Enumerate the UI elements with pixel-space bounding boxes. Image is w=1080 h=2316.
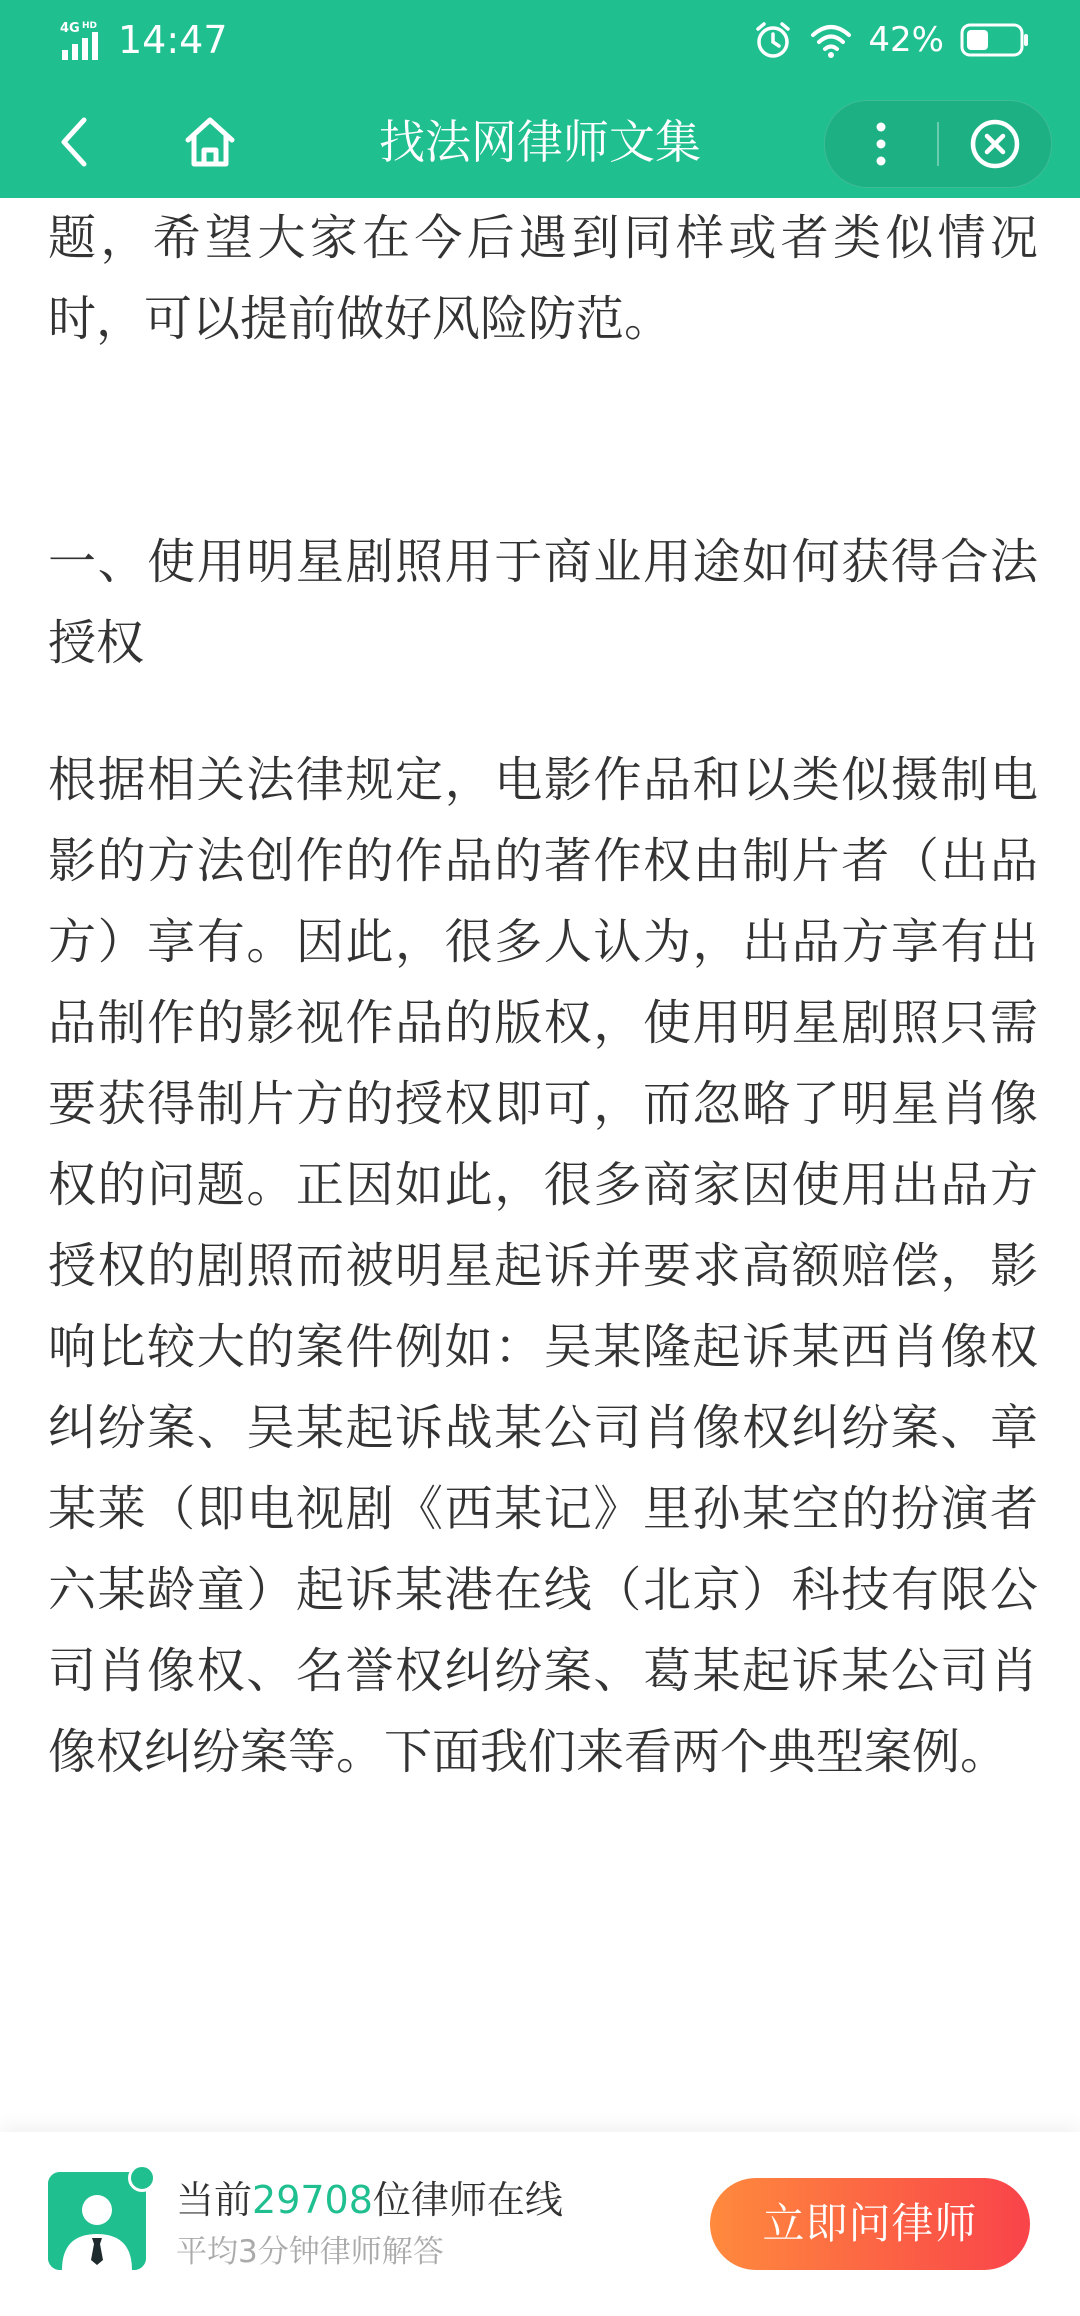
back-button[interactable] [36, 104, 112, 180]
battery-percent: 42% [868, 20, 944, 60]
article-paragraph-intro: 题，希望大家在今后遇到同样或者类似情况时，可以提前做好风险防范。 [48, 210, 1038, 347]
article-section-heading: 一、使用明星剧照用于商业用途如何获得合法授权 [48, 534, 1038, 671]
ask-lawyer-button[interactable]: 立即问律师 [710, 2178, 1030, 2270]
online-prefix: 当前 [176, 2178, 253, 2222]
chevron-left-icon [54, 114, 94, 170]
status-right [752, 18, 1030, 62]
more-vertical-icon [873, 119, 889, 169]
svg-text:HD: HD [82, 21, 98, 31]
more-button[interactable] [825, 101, 937, 187]
lawyer-promo-bar[interactable] [0, 2132, 1080, 2316]
alarm-icon [752, 19, 794, 61]
header [0, 0, 1080, 198]
action-capsule [824, 100, 1052, 188]
page-title: 找法网律师文集 [379, 115, 701, 169]
article-paragraph-body: 根据相关法律规定，电影作品和以类似摄制电影的方法创作的作品的著作权由制片者（出品方）享有。因此，很多人认为，出品方享有出品制作的影视作品的版权，使用明星剧照只需要获得制片方的授权即可，而忽略了明星肖像权的问题。正因如此，很多商家因使用出品方授权的剧照而被明星起诉并要求高额赔偿，影响比较大的案件例如：吴某隆起诉某西肖像权纠纷案、吴某起诉战某公司肖像权纠纷案、章某莱（即电视剧《西某记》里孙某空的扮演者六某龄童）起诉某港在线（北京）科技有限公司肖像权、名誉权纠纷案、葛某起诉某公司肖像权纠纷案等。下面我们来看两个典型案例。 [48, 752, 1038, 1780]
home-icon [180, 112, 240, 172]
svg-text:4G: 4G [60, 21, 80, 36]
article-content [48, 198, 1038, 1793]
online-suffix: 位律师在线 [372, 2178, 563, 2222]
online-lawyers-text [176, 2176, 563, 2224]
home-button[interactable] [172, 104, 248, 180]
wifi-icon [810, 19, 852, 61]
battery-icon [960, 22, 1030, 58]
title-bar [0, 86, 1080, 198]
close-button[interactable] [939, 101, 1051, 187]
signal-icon [60, 18, 108, 62]
response-time-text: 平均3分钟律师解答 [176, 2234, 444, 2270]
online-status-dot [128, 2164, 156, 2192]
status-bar [0, 0, 1080, 86]
online-count: 29708 [252, 2178, 373, 2222]
status-time: 14:47 [118, 18, 228, 62]
close-circle-icon [968, 117, 1022, 171]
status-left [60, 18, 228, 62]
